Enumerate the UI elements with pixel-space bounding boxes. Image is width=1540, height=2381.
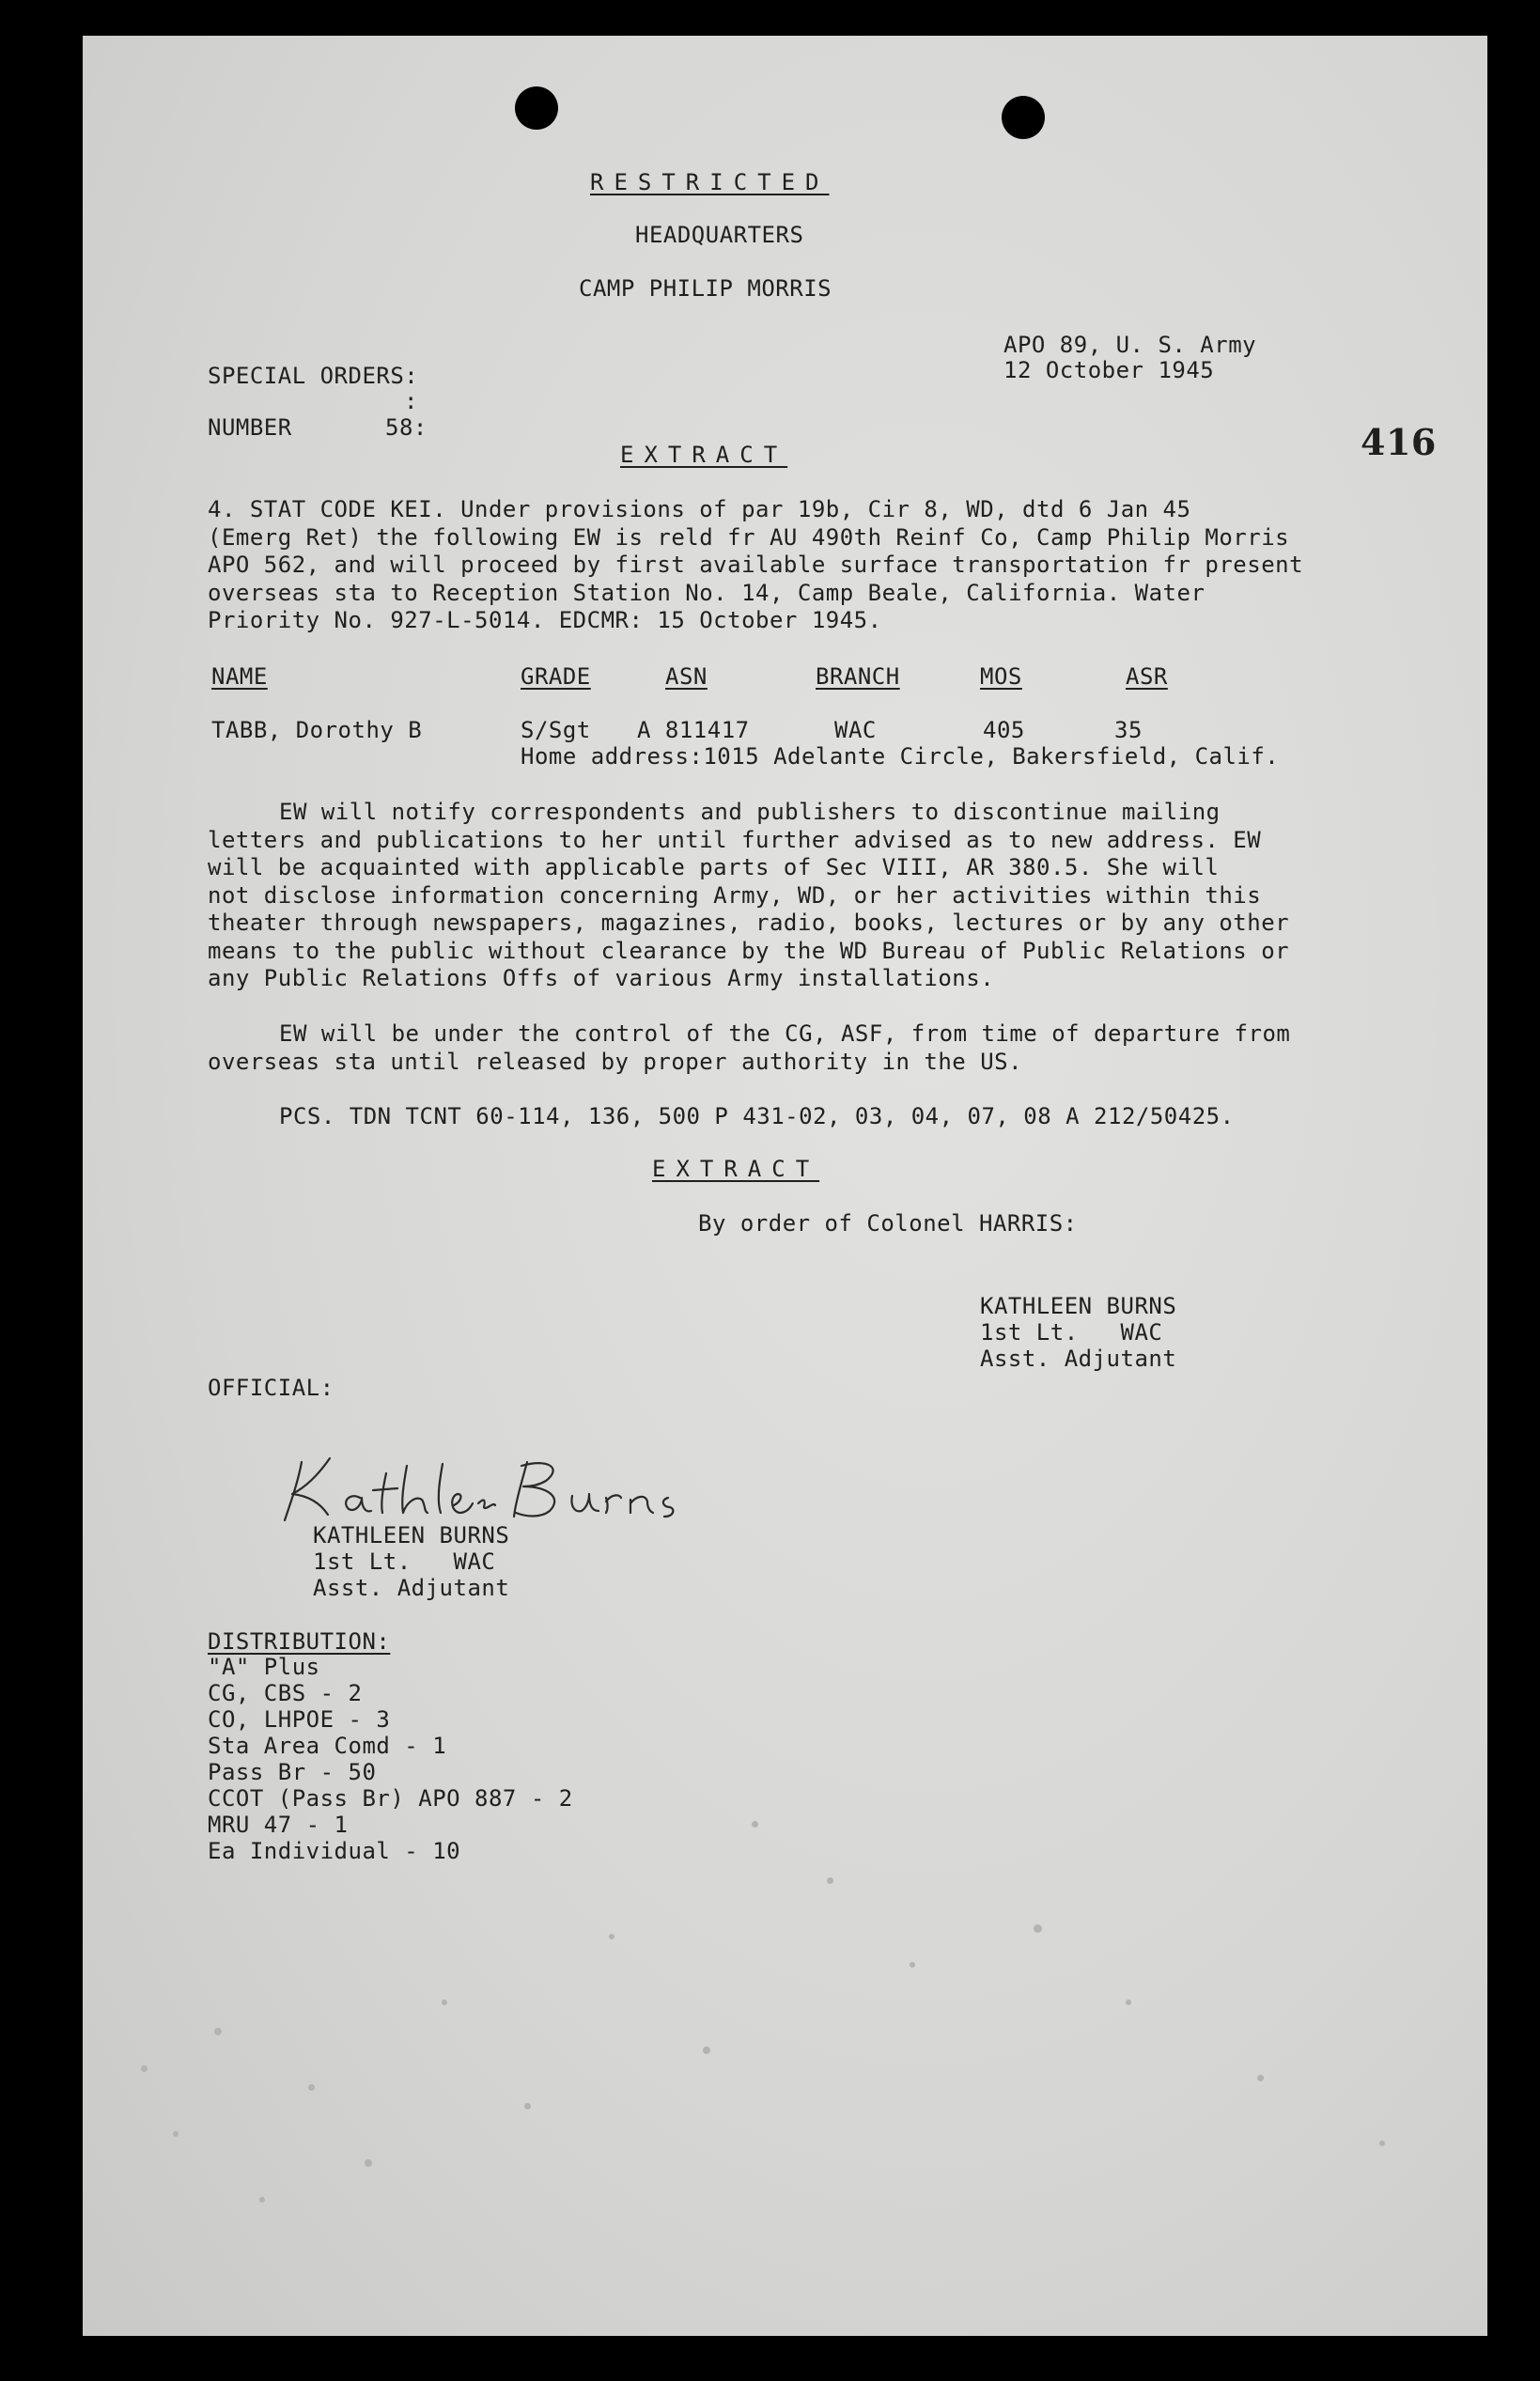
paper-speck [365,2159,372,2167]
distribution-item: CCOT (Pass Br) APO 887 - 2 [208,1785,573,1812]
paper-speck [827,1877,833,1884]
apo-line: APO 89, U. S. Army [1003,332,1257,358]
colon-mark: : [404,388,418,414]
distribution-item: MRU 47 - 1 [208,1812,349,1838]
official-rank: 1st Lt. WAC [313,1548,496,1575]
paper-speck [173,2131,179,2137]
home-address: Home address:1015 Adelante Circle, Bakersfield, Calif. [521,743,1280,770]
number-value: 58: [385,414,428,441]
unit-heading: HEADQUARTERS [635,222,804,248]
punch-hole [1002,96,1045,139]
paragraph-4: 4. STAT CODE KEI. Under provisions of par 19b, Cir 8, WD, dtd 6 Jan 45 (Emerg Ret) the following EW is reld fr AU 490th Reinf Co, Camp Philip Morris APO 562, and will proceed by first available surface transportation fr present overseas sta to Reception Station No. 14, Camp Beale, California. Water Priority No. 927-L-5014. EDCMR: 15 October 1945. [208,496,1304,633]
distribution-item: "A" Plus [208,1654,320,1680]
paper-speck [1034,1924,1042,1933]
by-order-line: By order of Colonel HARRIS: [698,1210,1078,1237]
number-label: NUMBER [208,414,292,441]
paper-speck [910,1962,915,1968]
paper-speck [259,2197,265,2202]
camp-heading: CAMP PHILIP MORRIS [579,275,832,302]
official-label: OFFICIAL: [208,1375,334,1401]
paper-speck [442,2000,447,2005]
paper-speck [214,2028,222,2035]
col-header-name: NAME [211,663,268,690]
officer-title: Asst. Adjutant [980,1346,1177,1372]
cell-branch: WAC [834,717,877,743]
col-header-asn: ASN [665,663,708,690]
paper-speck [308,2084,315,2091]
extract-heading: EXTRACT [620,442,788,468]
handwritten-signature [275,1445,717,1530]
paragraph-notify: EW will notify correspondents and publishers to discontinue mailing letters and publications to her until further advised as to new address. EW will be acquainted with applicable parts of Sec VIII, AR 380.5. She will not disclose information concerning Army, WD, or her activities within this theater through newspapers, magazines, radio, books, lectures or by any other means to the public without clearance by the WD Bureau of Public Relations or any Public Relations Offs of various Army installations. [208,799,1290,991]
page-number: 416 [1361,421,1437,463]
officer-rank: 1st Lt. WAC [980,1319,1163,1346]
officer-name: KATHLEEN BURNS [980,1293,1177,1319]
paper-speck [609,1934,614,1939]
cell-asr: 35 [1114,717,1143,743]
distribution-item: Sta Area Comd - 1 [208,1733,447,1759]
special-orders-label: SPECIAL ORDERS: [208,363,419,389]
col-header-mos: MOS [980,663,1022,690]
distribution-item: CO, LHPOE - 3 [208,1706,391,1733]
paper-speck [524,2103,531,2109]
paragraph-control: EW will be under the control of the CG, ASF, from time of departure from overseas sta until released by proper authority in the US. [208,1020,1291,1075]
distribution-label: DISTRIBUTION: [208,1628,391,1655]
paper-speck [1126,2000,1131,2005]
official-name: KATHLEEN BURNS [313,1522,510,1548]
col-header-branch: BRANCH [816,663,900,690]
cell-mos: 405 [983,717,1025,743]
punch-hole [515,86,558,130]
paper-speck [752,1821,758,1828]
cell-grade: S/Sgt [521,717,591,743]
official-title: Asst. Adjutant [313,1575,510,1601]
order-date: 12 October 1945 [1003,357,1215,383]
paper-speck [703,2046,710,2054]
paper-speck [1257,2075,1264,2081]
pcs-line: PCS. TDN TCNT 60-114, 136, 500 P 431-02, 03, 04, 07, 08 A 212/50425. [279,1103,1235,1129]
cell-asn: A 811417 [637,717,750,743]
paper-speck [1379,2140,1385,2146]
extract-footer-heading: EXTRACT [652,1156,820,1182]
paper-speck [141,2065,148,2072]
distribution-item: Pass Br - 50 [208,1759,377,1785]
col-header-asr: ASR [1126,663,1168,690]
distribution-item: Ea Individual - 10 [208,1838,461,1864]
distribution-item: CG, CBS - 2 [208,1680,363,1706]
document-page [83,36,1487,2336]
col-header-grade: GRADE [521,663,591,690]
cell-name: TABB, Dorothy B [211,717,423,743]
classification-heading: RESTRICTED [590,169,830,195]
